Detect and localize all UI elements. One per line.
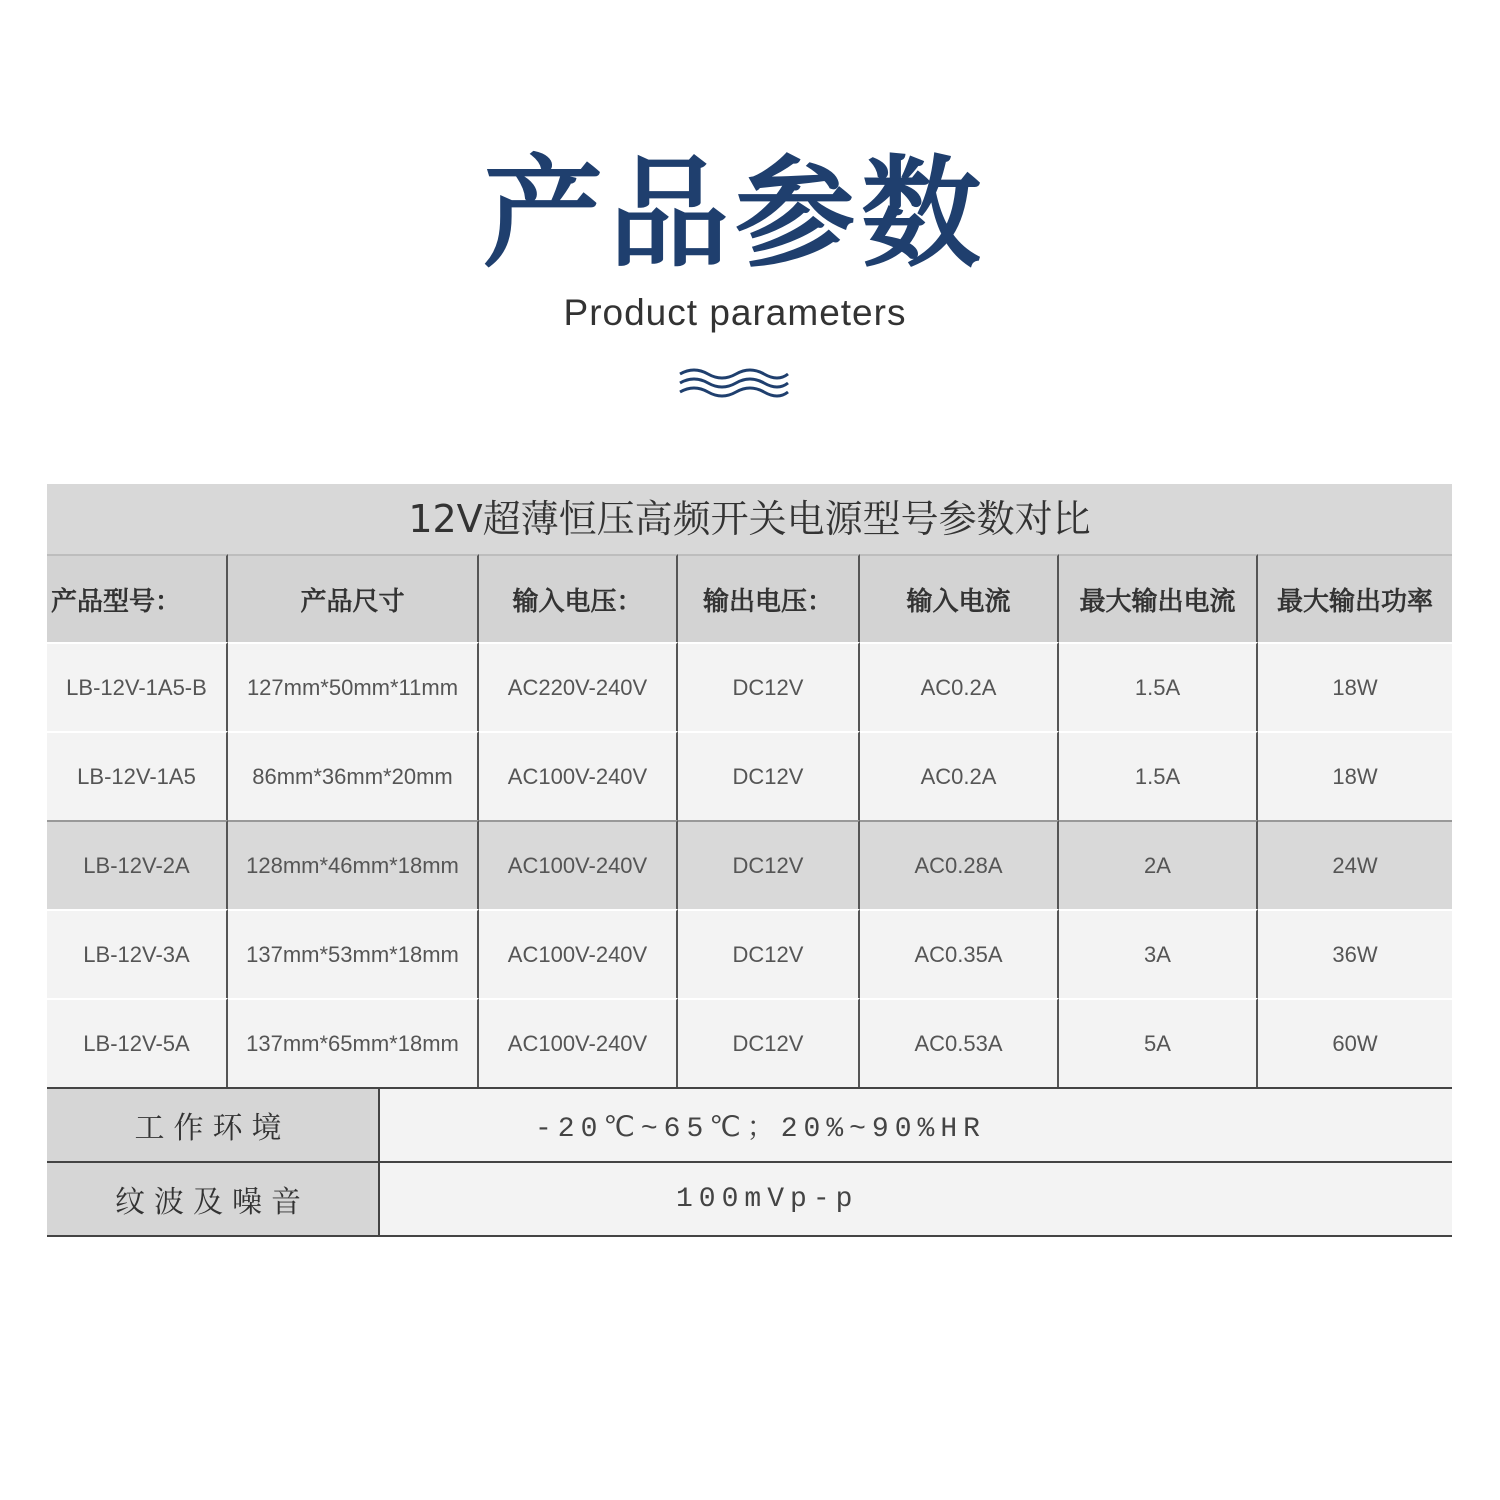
- table-cell: AC100V-240V: [479, 731, 678, 820]
- table-cell: 3A: [1059, 909, 1258, 998]
- table-cell: 1.5A: [1059, 642, 1258, 731]
- table-cell: 127mm*50mm*11mm: [228, 642, 479, 731]
- table-cell: AC0.35A: [860, 909, 1059, 998]
- ripple-label: 纹波及噪音: [47, 1163, 380, 1237]
- table-cell: AC0.2A: [860, 731, 1059, 820]
- table-cell: 2A: [1059, 820, 1258, 909]
- table-caption: 12V超薄恒压高频开关电源型号参数对比: [47, 484, 1452, 554]
- table-cell: AC100V-240V: [479, 909, 678, 998]
- page-title: 产品参数: [483, 145, 987, 284]
- table-cell: LB-12V-1A5: [47, 731, 228, 820]
- table-cell: 1.5A: [1059, 731, 1258, 820]
- table-cell: 5A: [1059, 998, 1258, 1087]
- table-cell: 137mm*65mm*18mm: [228, 998, 479, 1087]
- wave-decoration-icon: [678, 362, 790, 402]
- table-cell: LB-12V-5A: [47, 998, 228, 1087]
- header-cell-max-output-current: 最大输出电流: [1059, 554, 1258, 642]
- environment-label: 工作环境: [47, 1089, 380, 1163]
- header-cell-size: 产品尺寸: [228, 554, 479, 642]
- header-cell-model: 产品型号：: [47, 554, 228, 642]
- table-cell: 128mm*46mm*18mm: [228, 820, 479, 909]
- environment-value: -20℃~65℃；20%~90%HR: [380, 1089, 1452, 1163]
- table-cell: 137mm*53mm*18mm: [228, 909, 479, 998]
- table-cell: DC12V: [678, 731, 860, 820]
- table-cell: LB-12V-2A: [47, 820, 228, 909]
- table-cell: LB-12V-3A: [47, 909, 228, 998]
- table-cell: DC12V: [678, 909, 860, 998]
- table-cell: AC0.53A: [860, 998, 1059, 1087]
- table-cell: 86mm*36mm*20mm: [228, 731, 479, 820]
- table-cell: AC100V-240V: [479, 998, 678, 1087]
- table-cell: AC0.2A: [860, 642, 1059, 731]
- extra-specs: [47, 1089, 1452, 1237]
- table-cell: 18W: [1258, 731, 1452, 820]
- table-cell: 18W: [1258, 642, 1452, 731]
- header-cell-output-voltage: 输出电压：: [678, 554, 860, 642]
- header-cell-input-current: 输入电流: [860, 554, 1059, 642]
- table-cell: LB-12V-1A5-B: [47, 642, 228, 731]
- table-cell: AC0.28A: [860, 820, 1059, 909]
- table-cell: AC220V-240V: [479, 642, 678, 731]
- table-cell: 36W: [1258, 909, 1452, 998]
- spec-grid: [47, 554, 1452, 1089]
- page-subtitle: Product parameters: [563, 292, 907, 333]
- table-cell: 24W: [1258, 820, 1452, 909]
- spec-table: [47, 484, 1452, 1237]
- table-cell: AC100V-240V: [479, 820, 678, 909]
- table-cell: DC12V: [678, 820, 860, 909]
- header-cell-max-output-power: 最大输出功率: [1258, 554, 1452, 642]
- ripple-value: 100mVp-p: [380, 1163, 1452, 1237]
- table-cell: DC12V: [678, 998, 860, 1087]
- header-cell-input-voltage: 输入电压：: [479, 554, 678, 642]
- table-cell: DC12V: [678, 642, 860, 731]
- table-cell: 60W: [1258, 998, 1452, 1087]
